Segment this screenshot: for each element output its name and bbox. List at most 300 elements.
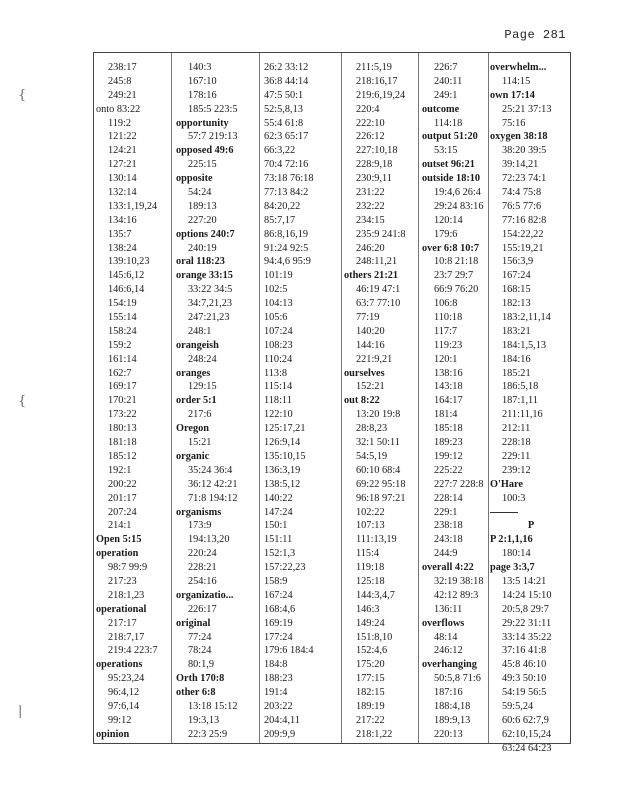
index-reference: 181:4 (434, 409, 458, 421)
index-reference: 78:24 (188, 645, 212, 657)
index-reference: 10:8 21:18 (434, 256, 479, 268)
index-reference: 19:4,6 26:4 (434, 187, 481, 199)
index-reference: 22:3 25:9 (188, 728, 228, 740)
index-reference: 170:21 (108, 395, 137, 407)
index-reference: 143:18 (434, 381, 463, 393)
index-reference: 243:18 (434, 534, 463, 546)
index-term: organic (176, 450, 210, 462)
index-reference: 154:19 (108, 298, 137, 310)
index-reference: 185:18 (434, 423, 463, 435)
index-reference: 77:19 (356, 312, 380, 324)
index-reference: 110:18 (434, 312, 463, 324)
index-reference: 240:11 (434, 75, 463, 87)
index-reference: 29:24 83:16 (434, 200, 484, 212)
index-reference: 28:8,23 (356, 423, 388, 435)
index-reference: 247:21,23 (188, 312, 230, 324)
index-term: opposite (176, 173, 213, 185)
index-reference: 104:13 (264, 298, 293, 310)
index-term: oral 118:23 (176, 256, 225, 268)
index-reference: 135:7 (108, 228, 132, 240)
index-reference: 229:11 (502, 450, 531, 462)
index-reference: 117:7 (434, 325, 458, 337)
index-reference: 73:18 76:18 (264, 173, 314, 185)
index-term: opportunity (176, 117, 229, 129)
index-reference: 184:8 (264, 659, 288, 671)
column-divider (341, 53, 342, 743)
index-reference: 129:15 (188, 381, 217, 393)
index-reference: 49:3 50:10 (502, 673, 547, 685)
index-reference: 99:12 (108, 714, 132, 726)
index-reference: 220:13 (434, 728, 463, 740)
column-divider (171, 53, 172, 743)
index-reference: 173:9 (188, 520, 212, 532)
index-reference: 211:11,16 (502, 409, 543, 421)
index-reference: 187:16 (434, 687, 463, 699)
index-reference: 54:5,19 (356, 450, 388, 462)
index-reference: 181:18 (108, 437, 137, 449)
index-reference: 180:14 (502, 548, 531, 560)
index-reference: 94:4,6 95:9 (264, 256, 311, 268)
index-reference: 107:24 (264, 325, 293, 337)
index-reference: 34:7,21,23 (188, 298, 233, 310)
index-reference: 96:18 97:21 (356, 492, 406, 504)
index-term: others 21:21 (344, 270, 399, 282)
index-reference: 136:3,19 (264, 464, 301, 476)
index-reference: 167:24 (502, 270, 531, 282)
index-reference: 108:23 (264, 339, 293, 351)
index-reference: 182:15 (356, 687, 385, 699)
index-term: oranges (176, 367, 211, 379)
index-reference: 118:11 (264, 395, 292, 407)
index-reference: 136:11 (434, 603, 463, 615)
index-reference: 245:8 (108, 75, 132, 87)
index-reference: 217:23 (108, 575, 137, 587)
index-reference: 189:13 (188, 200, 217, 212)
index-reference: 168:15 (502, 284, 531, 296)
index-reference: 66:9 76:20 (434, 284, 479, 296)
index-reference: 157:22,23 (264, 562, 306, 574)
index-column-1 (96, 61, 170, 742)
index-column-6 (490, 61, 572, 756)
index-reference: 74:4 75:8 (502, 187, 542, 199)
index-term: ourselves (344, 367, 385, 379)
index-reference: 238:18 (434, 520, 463, 532)
index-reference: 119:2 (108, 117, 132, 129)
index-term: overflows (422, 617, 465, 629)
index-reference: 149:24 (356, 617, 385, 629)
index-reference: 225:15 (188, 159, 217, 171)
index-reference: 188:4,18 (434, 700, 471, 712)
index-reference: 70:4 72:16 (264, 159, 309, 171)
index-reference: 121:22 (108, 131, 137, 143)
index-reference: 33:14 35:22 (502, 631, 552, 643)
index-term: Orth 170:8 (176, 673, 225, 685)
index-reference: 77:24 (188, 631, 212, 643)
index-reference: 50:5,8 71:6 (434, 673, 481, 685)
index-reference: 63:7 77:10 (356, 298, 401, 310)
margin-brace-mark: { (18, 88, 27, 103)
index-reference: 134:16 (108, 214, 137, 226)
index-reference: 192:1 (108, 464, 132, 476)
index-reference: 145:6,12 (108, 270, 145, 282)
index-reference: 248:1 (188, 325, 212, 337)
index-column-3 (264, 61, 340, 742)
index-reference: 244:9 (434, 548, 458, 560)
index-reference: 227:10,18 (356, 145, 398, 157)
index-reference: 97:6,14 (108, 700, 140, 712)
index-reference: 62:10,15,24 (502, 728, 552, 740)
index-reference: 77:16 82:8 (502, 214, 547, 226)
index-reference: onto 83:22 (96, 103, 141, 115)
index-reference: 177:15 (356, 673, 385, 685)
index-reference: 189:19 (356, 700, 385, 712)
index-reference: 45:8 46:10 (502, 659, 547, 671)
index-term: P 2:1,1,16 (490, 534, 533, 546)
index-reference: 228:18 (502, 437, 531, 449)
index-reference: 72:23 74:1 (502, 173, 547, 185)
index-reference: 219:4 223:7 (108, 645, 158, 657)
column-divider (418, 53, 419, 743)
index-reference: 207:24 (108, 506, 137, 518)
index-reference: 180:13 (108, 423, 137, 435)
index-reference: 19:3,13 (188, 714, 220, 726)
index-reference: 140:20 (356, 325, 385, 337)
index-reference: 235:9 241:8 (356, 228, 406, 240)
index-reference: 95:23,24 (108, 673, 145, 685)
index-term: opinion (96, 728, 130, 740)
index-reference: 158:9 (264, 575, 288, 587)
index-term: operational (96, 603, 147, 615)
index-term: over 6:8 10:7 (422, 242, 479, 254)
index-column-2 (176, 61, 258, 742)
index-reference: 111:13,19 (356, 534, 397, 546)
index-term: output 51:20 (422, 131, 478, 143)
index-reference: 119:23 (434, 339, 463, 351)
index-reference: 130:14 (108, 173, 137, 185)
index-reference: 144:3,4,7 (356, 589, 395, 601)
index-reference: 152:4,6 (356, 645, 388, 657)
index-reference: 246:20 (356, 242, 385, 254)
index-reference: 162:7 (108, 367, 132, 379)
index-reference: 122:10 (264, 409, 293, 421)
index-reference: 179:6 (434, 228, 458, 240)
index-reference: 47:5 50:1 (264, 89, 304, 101)
index-reference: 169:17 (108, 381, 137, 393)
index-reference: 71:8 194:12 (188, 492, 238, 504)
index-reference: 226:12 (356, 131, 385, 143)
index-reference: 228:14 (434, 492, 463, 504)
index-reference: 114:18 (434, 117, 463, 129)
index-column-5 (422, 61, 488, 742)
index-term: organizatio... (176, 589, 234, 601)
index-reference: 199:12 (434, 450, 463, 462)
index-reference: 221:9,21 (356, 353, 393, 365)
index-reference: 140:22 (264, 492, 293, 504)
index-reference: 182:13 (502, 298, 531, 310)
index-reference: 151:8,10 (356, 631, 393, 643)
index-reference: 194:13,20 (188, 534, 230, 546)
index-reference: 212:11 (502, 423, 531, 435)
index-reference: 140:3 (188, 62, 212, 73)
index-reference: 178:16 (188, 89, 217, 101)
index-reference: 152:21 (356, 381, 385, 393)
index-reference: 229:1 (434, 506, 458, 518)
index-term: operation (96, 548, 139, 560)
index-reference: 232:22 (356, 200, 385, 212)
index-reference: 177:24 (264, 631, 293, 643)
index-reference: 39:14,21 (502, 159, 539, 171)
index-rule (490, 506, 572, 520)
index-reference: 184:16 (502, 353, 531, 365)
index-reference: 13:20 19:8 (356, 409, 401, 421)
index-reference: 228:21 (188, 562, 217, 574)
index-reference: 139:10,23 (108, 256, 150, 268)
index-reference: 201:17 (108, 492, 137, 504)
index-reference: 132:14 (108, 187, 137, 199)
index-reference: 80:1,9 (188, 659, 215, 671)
index-reference: 249:21 (108, 89, 137, 101)
index-reference: 218:1,22 (356, 728, 393, 740)
page-number: Page 281 (504, 28, 566, 42)
index-reference: 38:20 39:5 (502, 145, 547, 157)
index-reference: 155:19,21 (502, 242, 544, 254)
index-reference: 185:12 (108, 450, 137, 462)
index-reference: 23:7 29:7 (434, 270, 474, 282)
index-reference: 54:19 56:5 (502, 687, 547, 699)
index-term: O'Hare (490, 478, 523, 490)
index-reference: 86:8,16,19 (264, 228, 309, 240)
index-reference: 133:1,19,24 (108, 200, 158, 212)
index-reference: 102:22 (356, 506, 385, 518)
index-reference: 239:12 (502, 464, 531, 476)
index-reference: 218:7,17 (108, 631, 145, 643)
index-reference: 127:21 (108, 159, 137, 171)
index-reference: 217:22 (356, 714, 385, 726)
index-reference: 189:9,13 (434, 714, 471, 726)
index-reference: 169:19 (264, 617, 293, 629)
index-reference: 234:15 (356, 214, 385, 226)
index-reference: 189:23 (434, 437, 463, 449)
index-reference: 76:5 77:6 (502, 200, 542, 212)
index-reference: 218:1,23 (108, 589, 145, 601)
index-term: overall 4:22 (422, 562, 474, 574)
index-reference: 54:24 (188, 187, 212, 199)
index-reference: 66:3,22 (264, 145, 296, 157)
index-reference: 222:10 (356, 117, 385, 129)
index-reference: 155:14 (108, 312, 137, 324)
index-reference: 69:22 95:18 (356, 478, 406, 490)
index-reference: 120:14 (434, 214, 463, 226)
index-term: organisms (176, 506, 222, 518)
index-reference: 105:6 (264, 312, 288, 324)
index-reference: 138:24 (108, 242, 137, 254)
index-term: options 240:7 (176, 228, 235, 240)
index-reference: 13:5 14:21 (502, 575, 547, 587)
index-reference: 220:4 (356, 103, 380, 115)
index-reference: 203:22 (264, 700, 293, 712)
column-divider (488, 53, 489, 743)
index-reference: 144:16 (356, 339, 385, 351)
index-reference: 204:4,11 (264, 714, 300, 726)
index-reference: 167:24 (264, 589, 293, 601)
index-reference: 151:11 (264, 534, 293, 546)
index-reference: 209:9,9 (264, 728, 296, 740)
index-reference: 226:17 (188, 603, 217, 615)
index-reference: 14:24 15:10 (502, 589, 552, 601)
index-reference: 62:3 65:17 (264, 131, 309, 143)
index-reference: 152:1,3 (264, 548, 296, 560)
index-reference: 15:21 (188, 437, 212, 449)
index-reference: 164:17 (434, 395, 463, 407)
index-term: orangeish (176, 339, 219, 351)
index-reference: 101:19 (264, 270, 293, 282)
index-reference: 42:12 89:3 (434, 589, 479, 601)
index-reference: 60:10 68:4 (356, 464, 401, 476)
index-reference: 100:3 (502, 492, 526, 504)
index-reference: 228:9,18 (356, 159, 393, 171)
index-term: Open 5:15 (96, 534, 142, 546)
index-reference: 183:21 (502, 325, 531, 337)
index-reference: 167:10 (188, 75, 217, 87)
index-reference: 32:1 50:11 (356, 437, 400, 449)
index-reference: 29:22 31:11 (502, 617, 552, 629)
index-reference: 60:6 62:7,9 (502, 714, 549, 726)
index-term: outset 96:21 (422, 159, 475, 171)
index-reference: 184:1,5,13 (502, 339, 547, 351)
index-reference: 147:24 (264, 506, 293, 518)
index-reference: 211:5,19 (356, 62, 392, 73)
index-reference: 46:19 47:1 (356, 284, 401, 296)
index-reference: 150:1 (264, 520, 288, 532)
index-reference: 55:4 61:8 (264, 117, 304, 129)
index-term: original (176, 617, 211, 629)
index-reference: 102:5 (264, 284, 288, 296)
index-reference: 13:18 15:12 (188, 700, 238, 712)
index-section-header: P (490, 519, 572, 533)
index-reference: 59:5,24 (502, 700, 534, 712)
index-reference: 238:17 (108, 62, 137, 73)
index-reference: 37:16 41:8 (502, 645, 547, 657)
index-reference: 26:2 33:12 (264, 62, 309, 73)
index-reference: 36:12 42:21 (188, 478, 238, 490)
index-reference: 158:24 (108, 325, 137, 337)
index-reference: 107:13 (356, 520, 385, 532)
index-reference: 246:12 (434, 645, 463, 657)
index-reference: 200:22 (108, 478, 137, 490)
index-term: overwhelm... (490, 62, 547, 73)
index-reference: 188:23 (264, 673, 293, 685)
index-reference: 173:22 (108, 409, 137, 421)
index-frame (93, 52, 571, 754)
index-reference: 249:1 (434, 89, 458, 101)
index-reference: 63:24 64:23 (502, 742, 552, 754)
index-reference: 146:6,14 (108, 284, 145, 296)
index-reference: 231:22 (356, 187, 385, 199)
index-reference: 214:1 (108, 520, 132, 532)
index-reference: 53:15 (434, 145, 458, 157)
index-reference: 185:21 (502, 367, 531, 379)
index-term: own 17:14 (490, 89, 535, 101)
index-reference: 217:17 (108, 617, 137, 629)
index-reference: 146:3 (356, 603, 380, 615)
index-reference: 159:2 (108, 339, 132, 351)
index-term: order 5:1 (176, 395, 217, 407)
index-reference: 75:16 (502, 117, 526, 129)
index-term: outside 18:10 (422, 173, 481, 185)
index-reference: 254:16 (188, 575, 217, 587)
index-reference: 52:5,8,13 (264, 103, 303, 115)
index-reference: 161:14 (108, 353, 137, 365)
index-reference: 120:1 (434, 353, 458, 365)
index-reference: 225:22 (434, 464, 463, 476)
index-reference: 138:5,12 (264, 478, 301, 490)
index-reference: 36:8 44:14 (264, 75, 309, 87)
index-reference: 191:4 (264, 687, 288, 699)
index-reference: 113:8 (264, 367, 288, 379)
index-reference: 115:14 (264, 381, 293, 393)
index-reference: 248:24 (188, 353, 217, 365)
index-reference: 115:4 (356, 548, 380, 560)
index-term: orange 33:15 (176, 270, 233, 282)
index-term: other 6:8 (176, 687, 216, 699)
index-reference: 119:18 (356, 562, 385, 574)
index-term: out 8:22 (344, 395, 380, 407)
index-reference: 124:21 (108, 145, 137, 157)
index-reference: 219:6,19,24 (356, 89, 406, 101)
index-reference: 168:4,6 (264, 603, 296, 615)
index-reference: 227:7 228:8 (434, 478, 484, 490)
index-reference: 217:6 (188, 409, 212, 421)
index-reference: 77:13 84:2 (264, 187, 309, 199)
index-reference: 183:2,11,14 (502, 312, 551, 324)
margin-brace-mark: { (18, 394, 27, 409)
index-reference: 114:15 (502, 75, 531, 87)
index-reference: 57:7 219:13 (188, 131, 238, 143)
index-term: overhanging (422, 659, 477, 671)
index-reference: 154:22,22 (502, 228, 544, 240)
index-reference: 187:1,11 (502, 395, 538, 407)
index-reference: 106:8 (434, 298, 458, 310)
index-reference: 240:19 (188, 242, 217, 254)
index-reference: 230:9,11 (356, 173, 392, 185)
index-term: operations (96, 659, 143, 671)
index-reference: 98:7 99:9 (108, 562, 148, 574)
index-term: opposed 49:6 (176, 145, 234, 157)
index-term: outcome (422, 103, 460, 115)
index-reference: 179:6 184:4 (264, 645, 314, 657)
index-reference: 125:17,21 (264, 423, 306, 435)
index-reference: 33:22 34:5 (188, 284, 233, 296)
index-column-4 (344, 61, 418, 742)
index-reference: 135:10,15 (264, 450, 306, 462)
index-reference: 218:16,17 (356, 75, 398, 87)
index-reference: 110:24 (264, 353, 293, 365)
index-reference: 35:24 36:4 (188, 464, 233, 476)
index-reference: 25:21 37:13 (502, 103, 552, 115)
index-term: oxygen 38:18 (490, 131, 548, 143)
index-reference: 48:14 (434, 631, 458, 643)
index-reference: 227:20 (188, 214, 217, 226)
index-reference: 85:7,17 (264, 214, 296, 226)
index-reference: 156:3,9 (502, 256, 534, 268)
index-reference: 126:9,14 (264, 437, 301, 449)
index-reference: 84:20,22 (264, 200, 301, 212)
index-reference: 125:18 (356, 575, 385, 587)
index-reference: 138:16 (434, 367, 463, 379)
index-reference: 248:11,21 (356, 256, 398, 268)
column-divider (259, 53, 260, 743)
index-term: Oregon (176, 423, 209, 435)
